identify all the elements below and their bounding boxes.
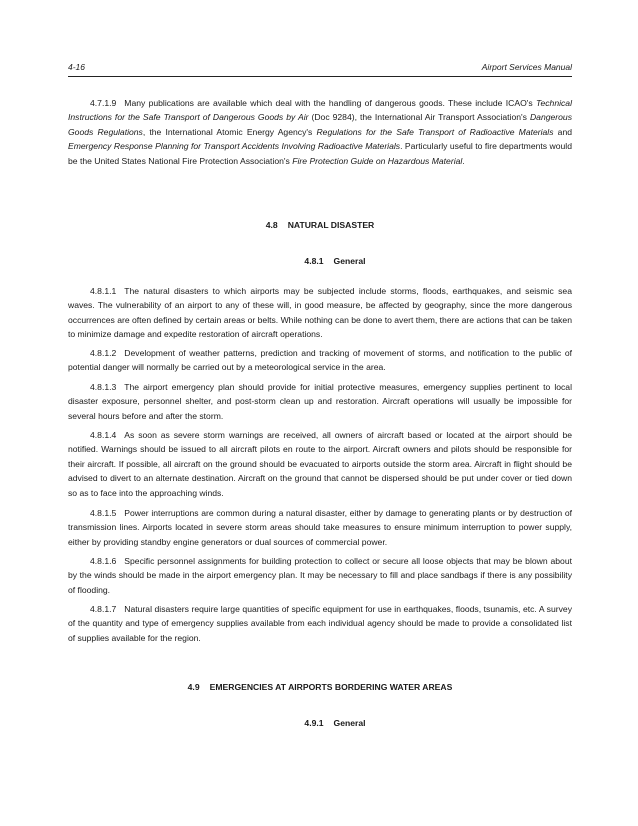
paragraph-text: . (462, 155, 465, 166)
paragraph-4-8-1-6 (68, 554, 572, 597)
paragraph-4-8-1-2 (68, 346, 572, 375)
paragraph-number: 4.8.1.7 (90, 604, 117, 614)
publication-title: Dangerous Goods Regulations (68, 112, 572, 137)
paragraph-4-8-1-4 (68, 428, 572, 500)
paragraph-number: 4.8.1.4 (90, 430, 117, 440)
subsection-heading-4-9-1 (68, 718, 572, 728)
section-number: 4.8.1 (304, 256, 324, 266)
paragraph-text: The airport emergency plan should provide for initial protective measures, emergency supplies pertinent to local disaster exposure, personnel shelter, and post-storm clean up and restoration. Aircraft operations will usually be impossible for several hours before and after the storm. (68, 382, 572, 421)
paragraph-4-8-1-3 (68, 380, 572, 423)
paragraph-text: and (553, 126, 573, 137)
section-title: General (333, 256, 366, 266)
subsection-heading-4-8-1 (68, 256, 572, 266)
manual-title: Airport Services Manual (481, 62, 572, 72)
section-number: 4.9.1 (304, 718, 324, 728)
page-number: 4-16 (68, 62, 86, 72)
paragraph-number: 4.8.1.5 (90, 508, 117, 518)
section-title: General (333, 718, 366, 728)
paragraph-number: 4.8.1.3 (90, 382, 117, 392)
header-rule (68, 76, 572, 77)
paragraph-4-8-1-5 (68, 506, 572, 549)
paragraph-number: 4.8.1.2 (90, 348, 117, 358)
paragraph-text: . Particularly useful to fire departments would be the United States National Fire Protection Association's (68, 141, 572, 166)
paragraph-text: , the International Atomic Energy Agency's (142, 126, 317, 137)
paragraph-text: The natural disasters to which airports may be subjected include storms, floods, earthquakes, and seismic sea waves. The vulnerability of an airport to any of these will, in good measure, be affected by geography, since the more dangerous occurrences are often defined by certain areas or belts. While nothing can be done to avert them, there are actions that can be taken to minimize damage and expedite restoration of aircraft operations. (68, 286, 572, 340)
publication-title: Regulations for the Safe Transport of Radioactive Materials (316, 126, 554, 137)
paragraph-4-8-1-1 (68, 284, 572, 342)
paragraph-text: Specific personnel assignments for building protection to collect or secure all loose objects that may be blown about by the winds should be made in the airport emergency plan. It may be necessary to fill and place sandbags if there is any possibility of flooding. (68, 556, 572, 595)
paragraph-4-7-1-9 (68, 96, 572, 168)
paragraph-text: Natural disasters require large quantities of specific equipment for use in earthquakes, floods, tsunamis, etc. A survey of the quantity and type of emergency supplies available from each individual agency should be made to provide a consolidated list of supplies available for the region. (68, 604, 572, 643)
paragraph-text: Development of weather patterns, prediction and tracking of movement of storms, and notification to the public of potential danger will normally be carried out by a meteorological service in the area. (68, 348, 572, 373)
section-number: 4.9 (187, 682, 200, 692)
paragraph-text: As soon as severe storm warnings are received, all owners of aircraft based or located at the airport should be notified. Warnings should be issued to all aircraft pilots en route to the airport. Aircraft owners and pilots should be responsible for their aircraft. If possible, all aircraft on the ground should be evacuated to airports outside the storm area. Aircraft in flight should be advised to divert to an alternate destination. Aircraft on the ground that cannot be dispersed should be put under cover or tied down so as to face into the approaching winds. (68, 430, 572, 498)
section-title: EMERGENCIES AT AIRPORTS BORDERING WATER AREAS (209, 682, 453, 692)
paragraph-text: (Doc 9284), the International Air Transport Association's (308, 112, 530, 123)
paragraph-text: Power interruptions are common during a natural disaster, either by damage to generating plants or by destruction of transmission lines. Airports located in severe storm areas should take measures to ensure minimum interruption to power supply, either by providing standby engine generators or dual sources of commercial power. (68, 508, 572, 547)
paragraph-text: Many publications are available which deal with the handling of dangerous goods. These include ICAO's (124, 98, 536, 108)
publication-title: Technical Instructions for the Safe Transport of Dangerous Goods by Air (68, 98, 572, 123)
paragraph-number: 4.8.1.1 (90, 286, 117, 296)
section-heading-4-9 (68, 682, 572, 692)
paragraph-number: 4.7.1.9 (90, 98, 117, 108)
section-number: 4.8 (265, 220, 278, 230)
publication-title: Emergency Response Planning for Transport Accidents Involving Radioactive Materials (68, 141, 401, 152)
section-heading-4-8 (68, 220, 572, 230)
publication-title: Fire Protection Guide on Hazardous Material (292, 155, 463, 166)
paragraph-number: 4.8.1.6 (90, 556, 117, 566)
section-title: NATURAL DISASTER (287, 220, 375, 230)
paragraph-4-8-1-7 (68, 602, 572, 645)
